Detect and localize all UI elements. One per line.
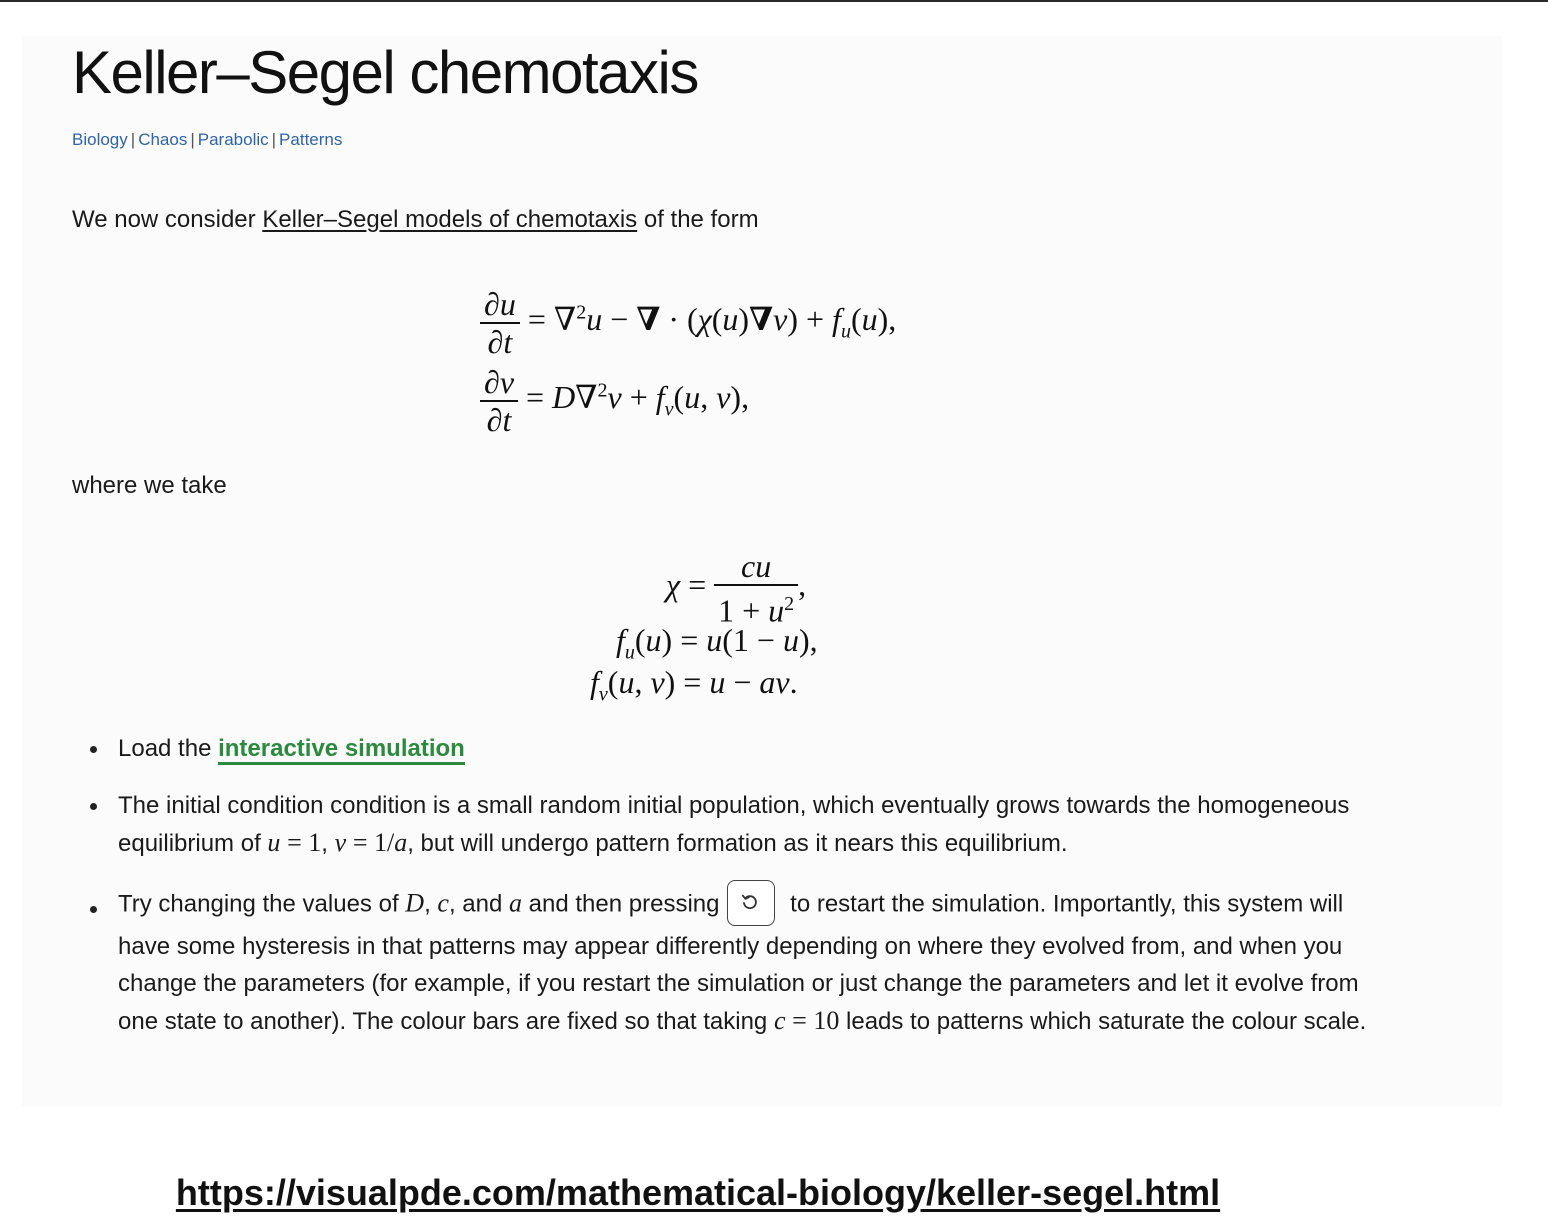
tag-separator: | [190, 130, 195, 149]
instruction-list [72, 730, 1382, 1060]
equation-chi: χ = $\frac{cu}{1 + u^2}$ , [666, 548, 807, 629]
list-item: Load the interactive simulation [72, 730, 1382, 767]
equation-v: $\frac{\partial v}{\partial t}$ = $D\nabla^2v + f_v(u$, v), [480, 364, 896, 438]
restart-button[interactable] [727, 880, 775, 926]
equation-fu: $f_u(u) = u(1 - u)$, [616, 622, 818, 664]
tag-separator: | [271, 130, 277, 149]
source-url[interactable]: https://visualpde.com/mathematical-biology/keller-segel.html [175, 1172, 1221, 1213]
top-border [0, 0, 1548, 2]
list-item: Try changing the values of D, c, and a and then pressing to restart the simulation. Importantly, this system will have some hysteresis in that patterns may appear differently depending on where they evolved from, and when you change the parameters (for example, if you restart the simulation or just change the parameters and let it evolve from one state to another). The colour bars are fixed so that taking c = 10 leads to patterns which saturate the colour scale. [72, 882, 1382, 1040]
tag-list [72, 130, 342, 150]
intro-text: We now consider Keller–Segel models of chemotaxis of the form [72, 206, 759, 233]
bullet [90, 746, 97, 753]
tag-parabolic[interactable]: Parabolic [197, 130, 269, 149]
keller-segel-link[interactable]: Keller–Segel models of chemotaxis [262, 206, 638, 233]
bullet [90, 906, 97, 913]
list-item: The initial condition condition is a small random initial population, which eventually grows towards the homogeneous equilibrium of u = 1, v = 1/a, but will undergo pattern formation as it nears this equilibrium. [72, 787, 1382, 862]
tag-chaos[interactable]: Chaos [138, 130, 188, 149]
restart-icon [740, 892, 760, 912]
bullet [90, 803, 97, 810]
pde-system [480, 286, 896, 438]
page-title: Keller–Segel chemotaxis [72, 39, 698, 106]
where-text: where we take [72, 472, 227, 499]
tag-separator: | [130, 130, 136, 149]
equation-fv: $f_v(u$, v) = u − av. [590, 664, 798, 706]
tag-patterns[interactable]: Patterns [279, 130, 343, 149]
definitions [590, 548, 860, 706]
equation-u: $\frac{\partial u}{\partial t}$ = ∇$^2$u − ∇ · $(\chi(u)\nabla v) + f_u(u)$, [480, 286, 896, 360]
interactive-simulation-link[interactable]: interactive simulation [218, 735, 465, 765]
tag-biology[interactable]: Biology [72, 130, 128, 149]
